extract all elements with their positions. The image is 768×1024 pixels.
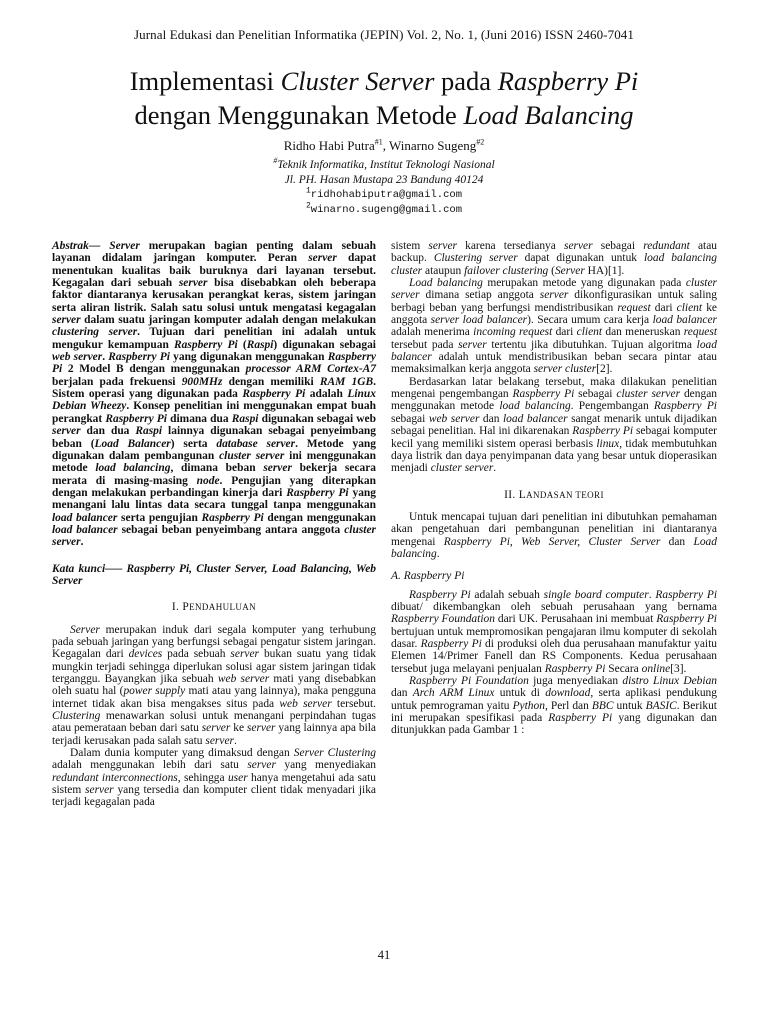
text-run: . — [102, 351, 109, 364]
text-run: Arch ARM Linux — [412, 687, 495, 700]
section-2-number: II. — [504, 488, 519, 501]
text-run: tersebut. — [331, 697, 376, 710]
text-run: user — [227, 771, 248, 784]
author-1: Ridho Habi Putra — [283, 138, 375, 153]
text-run: Raspberry Pi — [52, 351, 376, 376]
text-run: devices — [128, 648, 163, 661]
text-run: load balancing cluster — [391, 252, 717, 277]
text-run: ( — [237, 338, 247, 351]
text-run: sebagai komputer kecil yang memiliki sistem operasi berbasis — [391, 425, 717, 450]
text-run: server — [178, 277, 208, 290]
text-run: , dimana beban — [170, 462, 264, 475]
text-run: Raspberry Pi, Web Server, Cluster Server — [443, 535, 661, 548]
text-run: . — [493, 462, 497, 475]
title-line1-c: pada — [434, 66, 498, 96]
text-run: tertentu jika dibutuhkan. Tujuan algoritma — [486, 338, 697, 351]
text-run: dengan memiliki — [222, 375, 320, 388]
text-run: merupakan metode yang digunakan pada — [482, 277, 686, 290]
section-2-rest: ANDASAN TEORI — [526, 489, 604, 500]
text-run: cluster server — [430, 462, 494, 475]
text-run: Load Balancer — [94, 437, 171, 450]
text-run: juga menyediakan — [528, 675, 623, 687]
text-run: load balancer — [52, 511, 118, 524]
text-run: Raspi — [246, 338, 274, 351]
keywords — [52, 563, 376, 588]
text-run: yang menyediakan — [275, 759, 377, 772]
text-run: Berdasarkan latar belakang tersebut, maka dilakukan penelitian mengenai pengembangan — [391, 375, 717, 401]
paragraph-continued — [391, 240, 717, 277]
text-run: cluster server — [616, 388, 681, 401]
text-run: failover clustering — [464, 264, 549, 277]
title-line-2 — [40, 98, 728, 132]
text-run: adalah untuk mendistribusikan beban secara pintar atau memaksimalkan kerja anggota — [391, 351, 717, 376]
text-run: dimana dua — [166, 412, 232, 425]
email-2-sup: 2 — [305, 201, 311, 211]
section-heading-landasan-teori — [391, 489, 717, 501]
text-run: Raspberry Pi — [548, 712, 613, 725]
text-run: ( — [548, 264, 555, 277]
text-run: web server — [279, 697, 332, 710]
text-run: 2 Model B dengan menggunakan — [62, 363, 246, 376]
text-run: client — [576, 326, 603, 339]
text-run: Raspberry Pi — [655, 588, 717, 601]
text-run: , Perl dan — [544, 699, 592, 712]
text-run: Raspberry Pi — [286, 486, 349, 499]
paragraph-theory-intro — [391, 511, 717, 560]
text-run: Server — [554, 264, 585, 277]
text-run: sistem — [391, 240, 429, 252]
text-run: server — [246, 722, 276, 735]
paragraph-load-balancing — [391, 277, 717, 376]
text-run: server — [247, 759, 276, 772]
text-run: Raspi — [231, 412, 259, 425]
text-run: sangat menarik untuk dijadikan sebagai penelitian. Hal ini dikarenakan — [391, 412, 717, 438]
text-run — [100, 240, 109, 252]
text-run: dapat digunakan untuk — [517, 252, 644, 265]
text-run: Secara — [605, 662, 642, 675]
text-run: server — [205, 734, 234, 747]
text-run: load balancer — [503, 412, 568, 425]
text-run: download — [545, 687, 591, 700]
text-run: Linux Debian Wheezy — [52, 388, 376, 413]
text-run: node — [196, 474, 220, 487]
text-run: online — [641, 662, 671, 675]
text-run: dibuat/ dikembangkan oleh sebuah perusahaan yang bernama — [391, 600, 717, 613]
text-run: cluster server — [52, 523, 376, 549]
text-run: Server Clustering — [293, 747, 376, 760]
text-run: dan dua — [80, 425, 136, 438]
text-run: server — [230, 648, 260, 661]
title-line1-b: Cluster Server — [280, 66, 435, 96]
text-run: yang digunakan menggunakan — [169, 351, 328, 364]
subsection-raspberry-pi: A. Raspberry Pi — [391, 570, 465, 583]
text-run: BBC — [591, 699, 614, 712]
text-run: ) digunakan sebagai — [273, 338, 376, 351]
text-run: server load balancer — [430, 314, 528, 327]
text-run: Raspberry Pi — [108, 351, 170, 364]
author-2-sup: #2 — [476, 137, 485, 147]
text-run: dapat menentukan kualitas baik buruknya dari layanan tersebut. Kegagalan dari sebuah — [52, 252, 377, 290]
text-run: karena tersedianya — [456, 240, 564, 252]
text-run: Raspberry Pi — [409, 588, 471, 601]
text-run: incoming request — [473, 326, 553, 339]
author-1-sup: #1 — [374, 137, 383, 147]
text-run: sebagai — [592, 240, 644, 252]
text-run: menawarkan solusi untuk menangani perpindahan tugas atau pemerataan beban dari satu — [52, 710, 376, 735]
section-1-rest: ENDAHULUAN — [189, 602, 257, 613]
affiliation-line-2: Jl. PH. Hasan Mustapa 23 Bandung 40124 — [284, 174, 484, 186]
text-run: sebagai — [391, 412, 429, 425]
left-column — [52, 240, 376, 809]
text-run: Raspberry Pi — [242, 388, 306, 401]
paragraph-background — [391, 376, 717, 475]
text-run: load balancing — [95, 462, 171, 475]
text-run: . Tujuan dari penelitian ini adalah untuk mengukur kemampuan — [52, 326, 376, 351]
text-run: 900MHz — [181, 375, 223, 388]
text-run: ke — [230, 722, 247, 735]
affiliation-sup: # — [273, 156, 278, 166]
text-run: server — [458, 338, 487, 351]
text-run: atau backup. — [391, 240, 717, 265]
page-number: 41 — [377, 948, 391, 962]
author-2: Winarno Sugeng — [389, 138, 477, 153]
text-run: Raspberry Pi Foundation — [409, 675, 529, 687]
journal-header: Jurnal Edukasi dan Penelitian Informatika (JEPIN) Vol. 2, No. 1, (Juni 2016) ISSN 2460-7041 — [133, 27, 635, 42]
text-run: web server — [217, 673, 270, 685]
text-run: server — [85, 784, 114, 797]
text-run: dalam suatu jaringan komputer adalah dengan melakukan — [80, 314, 376, 327]
text-run: bukan suatu yang tidak mungkin terjadi sehingga diperlukan solusi agar sistem jaringan tidak terganggu. Bayangkan jika sebuah — [52, 648, 376, 685]
text-run: ) serta — [170, 437, 217, 450]
text-run: Raspberry Pi — [420, 637, 482, 650]
text-run: . Sistem operasi yang digunakan pada — [52, 375, 376, 401]
text-run: Raspberry Pi — [512, 388, 575, 401]
text-run: sebagai beban penyeimbang antara anggota — [117, 523, 345, 536]
text-run: . — [233, 734, 237, 747]
text-run: ataupun — [422, 264, 465, 277]
text-run: Server — [109, 240, 140, 252]
text-run: . — [436, 547, 440, 560]
email-1[interactable] — [40, 188, 728, 203]
affiliation-line-1 — [40, 158, 728, 173]
text-run: server cluster — [533, 363, 597, 376]
email-1-sup: 1 — [305, 186, 311, 196]
text-run: . Metode yang digunakan dalam pembangunan — [52, 437, 376, 462]
title-line1-a: Implementasi — [129, 66, 281, 96]
text-run: cluster server — [391, 277, 717, 302]
text-run: Raspberry Pi — [544, 662, 606, 675]
text-run: sebagai — [574, 388, 617, 401]
text-run: ke anggota — [391, 301, 717, 327]
paragraph-raspberry-foundation — [391, 675, 717, 737]
text-run: Raspberry Pi — [653, 400, 717, 413]
text-run: mati yang disebabkan oleh suatu hal ( — [52, 673, 377, 698]
text-run: serta pengujian — [117, 511, 202, 524]
text-run: merupakan induk dari segala komputer yang terhubung pada sebuah jaringan yang berfungsi sebagai pengatur sistem jaringan. Kegagalan dari — [52, 623, 376, 661]
text-run: digunakan sebagai web — [258, 412, 376, 425]
text-run: , sehingga — [177, 771, 228, 784]
text-run: lainnya digunakan sebagai penyeimbang beban ( — [52, 425, 376, 450]
text-run: adalah — [305, 388, 348, 401]
email-1-text: ridhohabiputra@gmail.com — [310, 189, 463, 201]
paragraph-intro-2 — [52, 747, 376, 809]
text-run: Load balancing — [409, 277, 483, 290]
text-run: adalah sebuah — [470, 588, 544, 601]
right-column — [391, 240, 717, 737]
text-run: bertujuan untuk mempromosikan pengajaran ilmu komputer di sekolah dasar. — [391, 625, 717, 650]
text-run: , tidak membutuhkan daya listrik dan daya penyimpanan data yang besar untuk dioperasikan menjadi — [391, 437, 717, 475]
text-run: . Konsep penelitian ini menggunakan empat buah perangkat — [52, 400, 376, 425]
text-run: adalah menggunakan lebih dari satu — [52, 759, 248, 772]
text-run: Raspberry Pi — [174, 338, 238, 351]
title-line2-b: Load Balancing — [463, 100, 634, 130]
text-run: Raspberry Pi — [201, 511, 264, 524]
abstract — [52, 240, 376, 549]
text-run: distro Linux Debian — [622, 675, 718, 687]
text-run: dan meneruskan — [602, 326, 684, 339]
text-run: database server — [216, 437, 296, 450]
text-run: Load balancing — [391, 535, 717, 560]
text-run: Clustering — [52, 710, 101, 723]
text-run: web server — [52, 351, 103, 364]
text-run: Python — [512, 699, 545, 712]
text-run: Raspberry Pi — [656, 613, 717, 626]
text-run: Dalam dunia komputer yang dimaksud dengan — [70, 747, 294, 760]
text-run: . Pengembangan — [570, 400, 654, 413]
text-run: redundant interconnections — [52, 771, 178, 784]
text-run: dari — [650, 301, 677, 314]
email-2[interactable] — [40, 203, 728, 218]
text-run: untuk di — [494, 687, 546, 700]
text-run: Kata kunci— — [52, 562, 117, 575]
text-run: [2]. — [596, 363, 613, 376]
text-run: ). Secara umum cara kerja — [527, 314, 653, 327]
text-run: . — [80, 536, 84, 549]
text-run: cluster server — [219, 449, 285, 462]
text-run: yang tersedia dan komputer client tidak menyadari jika terjadi kegagalan pada — [52, 784, 376, 809]
text-run: redundant — [643, 240, 690, 252]
text-run: hanya mengetahui ada satu sistem — [52, 771, 376, 797]
text-run: untuk — [613, 699, 646, 712]
text-run: Raspberry Pi — [105, 412, 167, 425]
text-run: . — [648, 588, 656, 601]
text-run: , serta aplikasi pendukung untuk pemrograman yaitu — [391, 687, 717, 712]
text-run: mati atau yang lainnya), maka pengguna internet tidak akan bisa mengakses situs pada — [52, 685, 376, 710]
text-run: server — [263, 462, 292, 475]
text-run: . Pengujian yang diterapkan dengan melakukan perbandingan kinerja dari — [52, 474, 376, 499]
text-run: server — [539, 289, 569, 302]
text-run: web server — [428, 412, 480, 425]
text-run: clustering server — [52, 326, 138, 339]
affiliation-institute: Teknik Informatika, Institut Teknologi Nasional — [277, 159, 495, 171]
text-run: RAM 1GB — [319, 375, 374, 388]
text-run: linux — [596, 437, 620, 450]
text-run: ini menggunakan metode — [52, 449, 376, 475]
authors — [40, 138, 728, 154]
text-run: dari — [552, 326, 577, 339]
email-2-text: winarno.sugeng@gmail.com — [310, 204, 463, 216]
text-run: client — [676, 301, 703, 314]
text-run: server — [52, 425, 81, 438]
title-line1-d: Raspberry Pi — [497, 66, 639, 96]
title-line2-a: dengan Menggunakan Metode — [134, 100, 464, 130]
text-run: Server — [70, 623, 100, 636]
text-run: load balancing — [499, 400, 571, 413]
title-line-1 — [40, 64, 728, 98]
paragraph-intro-1 — [52, 624, 376, 747]
text-run: Untuk mencapai tujuan dari penelitian ini dibutuhkan pemahaman akan pengetahuan dari pembangunan penelitian ini diantaranya mengenai — [391, 510, 717, 548]
text-run: power supply — [123, 685, 186, 698]
text-run: dimana setiap anggota — [419, 289, 540, 302]
section-1-number: I. — [171, 601, 183, 614]
affiliation — [40, 158, 728, 188]
text-run: request — [617, 301, 651, 314]
text-run: server — [564, 240, 593, 252]
text-run: single board computer — [543, 588, 649, 601]
text-run: dan — [660, 535, 694, 548]
section-2-first: L — [518, 488, 527, 501]
text-run: request — [683, 326, 717, 339]
text-run: bekerja secara merata di masing-masing — [52, 462, 376, 487]
text-run: dengan menggunakan metode — [391, 388, 717, 413]
text-run: berjalan pada frekuensi — [52, 375, 182, 388]
text-run: yang lainnya apa bila terjadi kerusakan pada salah satu — [52, 722, 377, 747]
text-run: load balancer — [52, 523, 118, 536]
text-run: dari UK. Perusahaan ini membuat — [494, 613, 657, 626]
text-run: Raspberry Pi — [572, 425, 634, 438]
title-block — [40, 64, 728, 218]
text-run: [3]. — [670, 662, 687, 675]
text-run: pada sebuah — [162, 648, 231, 661]
text-run: Raspi — [135, 425, 163, 438]
text-run: Clustering server — [433, 252, 518, 265]
paragraph-raspberry-pi — [391, 589, 717, 675]
text-run: dikonfigurasikan untuk saling berbagi beban yang berfungsi mendistribusikan — [391, 289, 717, 314]
text-run: load balancer — [652, 314, 717, 327]
author-separator: , — [382, 138, 390, 153]
text-run: server — [201, 722, 231, 735]
text-run: dan — [479, 412, 503, 425]
text-run: tersebut pada — [391, 338, 459, 351]
text-run: server — [52, 314, 81, 327]
section-1-first: P — [182, 601, 190, 614]
text-run: server — [428, 240, 457, 252]
text-run: adalah menerima — [391, 326, 474, 339]
text-run: yang menangani lalu lintas data secara tunggal tanpa menggunakan — [52, 486, 376, 512]
text-run: . Berikut ini merupakan spesifikasi pada — [391, 699, 717, 725]
section-heading-pendahuluan — [52, 601, 376, 613]
text-run: dengan menggunakan — [263, 511, 376, 524]
text-run: Raspberry Foundation — [391, 613, 495, 626]
paper-title — [40, 64, 728, 132]
text-run: load balancer — [391, 338, 717, 364]
text-run: merupakan bagian penting dalam sebuah layanan didalam jaringan komputer. Peran — [52, 240, 376, 265]
text-run: Abstrak— — [52, 240, 101, 252]
text-run: HA)[1]. — [584, 264, 625, 277]
text-run: BASIC — [645, 699, 677, 712]
text-run: bisa disebabkan oleh beberapa faktor diantaranya kerusakan perangkat keras, sistem jaringan serta aliran listrik. Salah satu solusi untuk mengatasi kegagalan — [52, 277, 376, 314]
text-run: processor ARM Cortex-A7 — [245, 363, 377, 376]
text-run: di produksi oleh dua perusahaan manufaktur yaitu Elemen 14/Primer Fanell dan RS Components. Kedua perusahaan tersebut juga melayani penjualan — [391, 637, 717, 675]
text-run: dan — [391, 687, 413, 700]
text-run: server — [308, 252, 337, 265]
text-run: yang digunakan dan ditunjukkan pada Gambar 1 : — [391, 712, 718, 737]
text-run: – Raspberry Pi, Cluster Server, Load Balancing, Web Server — [52, 562, 376, 587]
